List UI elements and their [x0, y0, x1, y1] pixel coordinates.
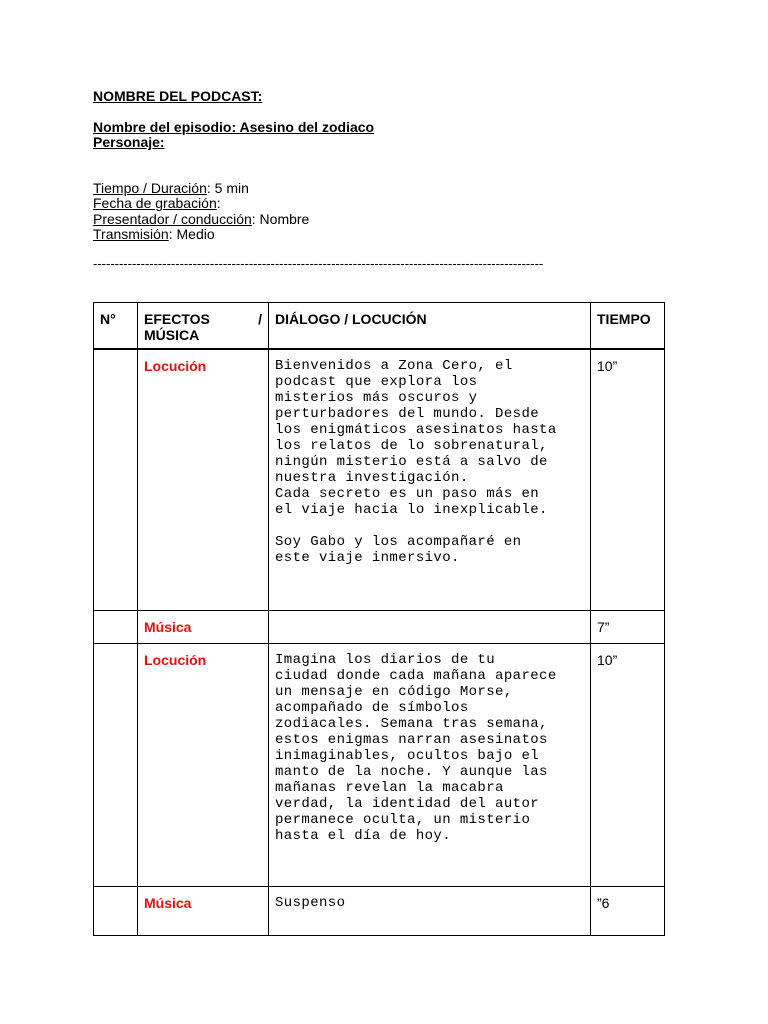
host-line [93, 211, 309, 227]
row-time: 10” [591, 349, 665, 611]
row-time: 7” [591, 611, 665, 644]
row-time: 10” [591, 644, 665, 887]
dashed-separator: -------------------------------------------------------------------------------------------------------- [93, 256, 544, 271]
header-effects [138, 303, 269, 350]
row-effect: Música [138, 611, 269, 644]
row-dialog: Imagina los diarios de tu ciudad donde cada mañana aparece un mensaje en código Morse, acompañado de símbolos zodiacales. Semana tras semana, estos enigmas narran asesinatos inimaginables, ocultos bajo el manto de la noche. Y aunque las mañanas revelan la macabra verdad, la identidad del autor permanece oculta, un misterio hasta el día de hoy. [269, 644, 591, 887]
transmission-label: Transmisión [93, 226, 169, 242]
table-header-row [94, 303, 665, 350]
episode-name: Nombre del episodio: Asesino del zodiaco [93, 119, 375, 135]
header-music-label: MÚSICA [144, 327, 200, 343]
header-effects-slash: / [258, 311, 262, 327]
duration-label: Tiempo / Duración [93, 180, 207, 196]
row-effect: Locución [138, 644, 269, 887]
transmission-value: : Medio [168, 226, 215, 242]
host-label: Presentador / conducción [93, 211, 252, 227]
row-number [94, 611, 138, 644]
recording-date-line [93, 195, 221, 211]
row-number [94, 349, 138, 611]
recording-date-label: Fecha de grabación [93, 195, 217, 211]
row-number [94, 887, 138, 936]
character-label: Personaje: [93, 134, 165, 150]
row-time: ”6 [591, 887, 665, 936]
table-row [94, 644, 665, 887]
recording-date-value: : [216, 195, 221, 211]
transmission-line [93, 226, 215, 242]
row-dialog [269, 611, 591, 644]
header-time: TIEMPO [591, 303, 665, 350]
row-dialog: Suspenso [269, 887, 591, 936]
row-dialog: Bienvenidos a Zona Cero, el podcast que explora los misterios más oscuros y perturbadores del mundo. Desde los enigmáticos asesinatos hasta los relatos de lo sobrenatural, ningún misterio está a salvo de nuestra investigación. Cada secreto es un paso más en el viaje hacia lo inexplicable. Soy Gabo y los acompañaré en este viaje inmersivo. [269, 349, 591, 611]
host-value: : Nombre [251, 211, 310, 227]
duration-line [93, 180, 249, 196]
table-row [94, 887, 665, 936]
table-row [94, 349, 665, 611]
table-row [94, 611, 665, 644]
header-number: N° [94, 303, 138, 350]
row-effect: Locución [138, 349, 269, 611]
podcast-name-label: NOMBRE DEL PODCAST: [93, 88, 263, 104]
row-number [94, 644, 138, 887]
row-effect: Música [138, 887, 269, 936]
duration-value: : 5 min [206, 180, 249, 196]
header-dialog: DIÁLOGO / LOCUCIÓN [269, 303, 591, 350]
header-effects-label: EFECTOS [144, 311, 210, 327]
script-table [93, 302, 665, 936]
